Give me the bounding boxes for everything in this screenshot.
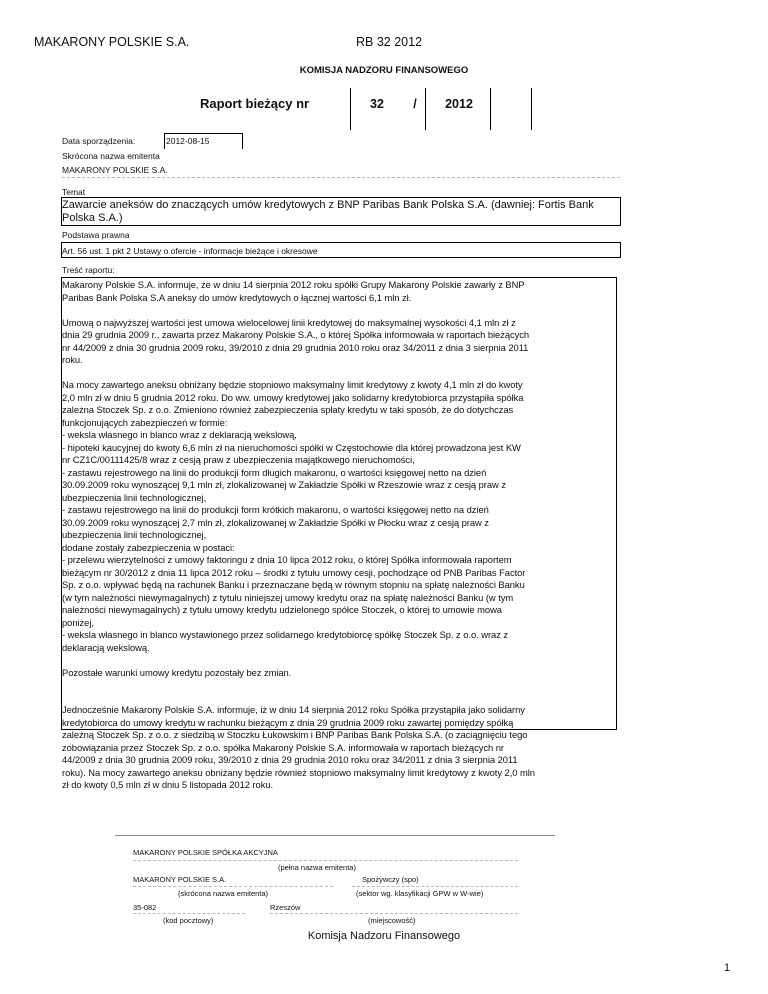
city: Rzeszów (270, 903, 301, 912)
legal-basis-label: Podstawa prawna (62, 230, 130, 240)
content-label: Treść raportu: (62, 265, 115, 275)
issuer-sector: Spożywczy (spo) (362, 875, 419, 884)
issuer-sector-caption: (sektor wg. klasyfikacji GPW w W-wie) (356, 889, 484, 898)
divider (270, 913, 518, 914)
city-caption: (miejscowość) (368, 916, 416, 925)
divider (133, 860, 518, 861)
issuer-full-name: MAKARONY POLSKIE SPÓŁKA AKCYJNA (133, 848, 278, 857)
report-number: 32 (370, 97, 384, 111)
report-box-divider (531, 88, 532, 130)
page-number: 1 (724, 962, 731, 974)
issuer-short-name: MAKARONY POLSKIE S.A. (133, 875, 227, 884)
report-box-divider (490, 88, 491, 130)
divider (62, 177, 620, 178)
postal-code-caption: (kod pocztowy) (163, 916, 214, 925)
authority-title: KOMISJA NADZORU FINANSOWEGO (299, 65, 469, 76)
short-name-label: Skrócona nazwa emitenta (62, 151, 160, 161)
date-value: 2012-08-15 (166, 136, 210, 146)
header-report-code: RB 32 2012 (356, 35, 423, 49)
divider (133, 886, 333, 887)
header-company: MAKARONY POLSKIE S.A. (34, 35, 190, 49)
divider (352, 886, 518, 887)
content-text: Makarony Polskie S.A. informuje, że w dniu 14 sierpnia 2012 roku spółki Grupy Makarony Polskie zawarły z BNP Paribas Bank Polska S.A aneksy do umów kredytowych o łącznej wartości 6,1 mln zł. Umową o najwyższej wartości jest umowa wielocelowej linii kredytowej do maksymalnej wysokości 4,1 mln zł z dnia 29 grudnia 2009 r., zawarta przez Makarony Polskie S.A., o której Spółka informowała w raportach bieżących nr 44/2009 z dnia 30 grudnia 2009 roku, 39/2010 z dnia 29 grudnia 2010 roku oraz 34/2011 z dnia 3 sierpnia 2011 roku. Na mocy zawartego aneksu obniżany będzie stopniowo maksymalny limit kredytowy z kwoty 4,1 mln zł do kwoty 2,0 mln zł w dniu 5 grudnia 2012 roku. Do ww. umowy kredytowej jako solidarny kredytobiorca przystąpiła spółka zależna Stoczek Sp. z o.o. Zmieniono również zabezpieczenia spłaty kredytu w taki sposób, że do dotychczas funkcjonujących zabezpieczeń w formie: - weksla własnego in blanco wraz z deklaracją wekslową, - hipoteki kaucyjnej do kwoty 6,6 mln zł na nieruchomości spółki w Częstochowie dla której prowadzona jest KW nr CZ1C/00111425/8 wraz z cesją praw z ubezpieczenia majątkowego nieruchomości, - zastawu rejestrowego na linii do produkcji form długich makaronu, o wartości księgowej netto na dzień 30.09.2009 roku wynoszącej 9,1 mln zł, zlokalizowanej w Zakładzie Spółki w Rzeszowie wraz z cesją praw z ubezpieczenia linii technologicznej, - zastawu rejestrowego na linii do produkcji form krótkich makaronu, o wartości księgowej netto na dzień 30.09.2009 roku wynoszącej 2,7 mln zł, zlokalizowanej w Zakładzie Spółki w Płocku wraz z cesją praw z ubezpieczenia linii technologicznej, dodane zostały zabezpieczenia w postaci: - przelewu wierzytelności z umowy faktoringu z dnia 10 lipca 2012 roku, o której Spółka informowała raportem bieżącym nr 30/2012 z dnia 11 lipca 2012 roku – środki z tytułu umowy cesji, pochodzące od PNB Paribas Factor Sp. z o.o. wpływać będą na rachunek Banku i przeznaczane będą w równym stopniu na spłatę należności Banku (w tym należności niewymagalnych) z tytułu niniejszej umowy kredytu oraz na spłatę należności Banku (w tym należności niewymagalnych) z tytułu umowy kredytu udzielonego spółce Stoczek, o której to umowie mowa poniżej, - weksla własnego in blanco wystawionego przez solidarnego kredytobiorcę spółkę Stoczek Sp. z o.o. wraz z deklaracją wekslową. Pozostałe warunki umowy kredytu pozostały bez zmian. Jednocześnie Makarony Polskie S.A. informuje, iż w dniu 14 sierpnia 2012 roku Spółka przystąpiła jako solidarny kredytobiorca do umowy kredytu w rachunku bieżącym z dnia 29 grudnia 2009 roku zawartej pomiędzy spółką zależną Stoczek Sp. z o.o. z siedzibą w Stoczku Łukowskim i BNP Paribas Bank Polska S.A. (o zaciągnięciu tego zobowiązania przez Stoczek Sp. z o.o. spółka Makarony Polskie S.A. informowała w raportach bieżących nr 44/2009 z dnia 30 grudnia 2009 roku, 39/2010 z dnia 29 grudnia 2010 roku oraz 34/2011 z dnia 3 sierpnia 2011 roku). Na mocy zawartego aneksu obniżany będzie również stopniowo maksymalny limit kredytowy z kwoty 2,0 mln zł do kwoty 0,5 mln zł w dniu 5 listopada 2012 roku. (62, 279, 535, 790)
signature-rule (115, 835, 555, 836)
divider (133, 913, 245, 914)
report-separator: / (413, 97, 417, 111)
issuer-short-name-caption: (skrócona nazwa emitenta) (178, 889, 269, 898)
report-label: Raport bieżący nr (200, 96, 310, 111)
short-name-value: MAKARONY POLSKIE S.A. (62, 165, 168, 175)
topic-text: Zawarcie aneksów do znaczących umów kredytowych z BNP Paribas Bank Polska S.A. (dawniej: Fortis Bank Polska S.A.) (62, 199, 594, 224)
issuer-full-name-caption: (pełna nazwa emitenta) (278, 863, 356, 872)
postal-code: 35-082 (133, 903, 157, 912)
footer-authority: Komisja Nadzoru Finansowego (307, 930, 461, 942)
report-box-divider (425, 88, 426, 130)
topic-label: Temat (62, 187, 86, 197)
report-year: 2012 (445, 97, 473, 111)
date-label: Data sporządzenia: (62, 136, 136, 146)
legal-basis-text: Art. 56 ust. 1 pkt 2 Ustawy o ofercie - informacje bieżące i okresowe (62, 246, 318, 256)
report-box-divider (350, 88, 351, 130)
